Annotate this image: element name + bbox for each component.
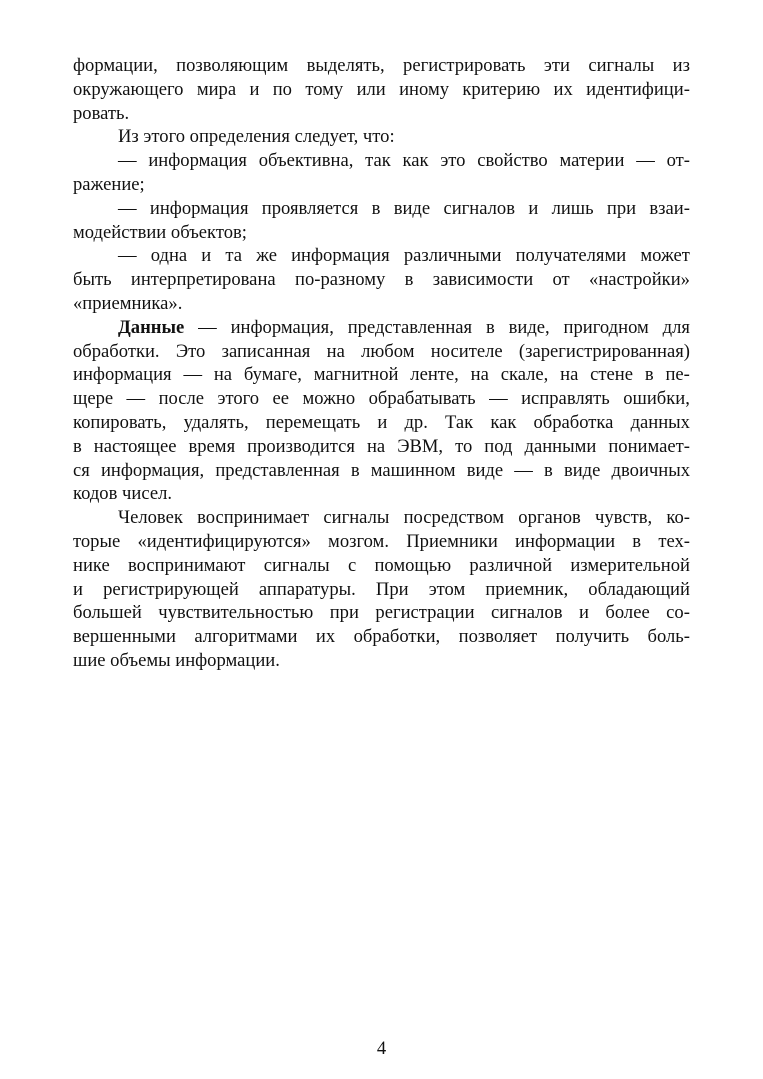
word: большей: [73, 602, 142, 624]
word: эти: [543, 55, 570, 76]
line-text: кодов чисел.: [73, 483, 172, 505]
word: нике: [73, 554, 110, 576]
word: можно: [302, 388, 356, 410]
word: производится: [247, 435, 355, 457]
word: позволяющим: [176, 55, 289, 76]
text-line: [73, 125, 690, 149]
word: может: [640, 245, 690, 267]
text-line: [73, 387, 690, 411]
text-line: [73, 268, 690, 292]
word: взаи-: [649, 197, 690, 219]
word: аппаратуры.: [258, 578, 356, 600]
word: позволяет: [458, 626, 538, 648]
word: двоичных: [611, 459, 690, 481]
word: из: [672, 55, 690, 76]
word: зависимости: [432, 269, 534, 291]
word: в: [404, 269, 414, 291]
word: боль-: [647, 626, 690, 648]
word: в: [644, 364, 654, 386]
word: информация: [149, 197, 249, 219]
line-text: ражение;: [73, 173, 145, 195]
word: ко-: [666, 507, 690, 529]
word: виде: [393, 197, 431, 219]
word: сигналы: [323, 507, 390, 529]
text-line: [73, 649, 690, 673]
word: настоящее: [93, 435, 177, 457]
word: на: [470, 364, 489, 386]
word: (зарегистрированная): [518, 340, 690, 362]
word: их: [553, 78, 573, 100]
word: воспринимает: [197, 507, 310, 529]
word: и: [579, 602, 589, 624]
word: Это: [175, 340, 206, 362]
word: мозгом.: [328, 530, 389, 552]
word: ся: [73, 459, 90, 481]
text-line: [73, 244, 690, 268]
word: информация: [148, 150, 247, 172]
word: —: [126, 388, 146, 410]
word: воспринимают: [128, 554, 246, 576]
word: представленная: [347, 316, 473, 338]
word: так: [365, 150, 391, 172]
word: виде: [466, 459, 504, 481]
word: исправлять: [521, 388, 610, 410]
word: понимает-: [608, 435, 690, 457]
word: Приемники: [406, 530, 498, 552]
word: —: [198, 316, 217, 338]
word: их: [315, 626, 336, 648]
word: ленте,: [410, 364, 459, 386]
line-text: шие объемы информации.: [73, 649, 280, 671]
word: и: [528, 197, 539, 219]
word: —: [489, 388, 508, 410]
word: получателями: [515, 245, 627, 267]
text-line: [73, 173, 690, 197]
text-line: [73, 435, 690, 459]
word: различной: [469, 554, 553, 576]
line-text: модействии объектов;: [73, 221, 247, 243]
word: —: [514, 459, 533, 481]
word: регистрировать: [403, 55, 526, 76]
word: стене: [590, 364, 634, 386]
word: бумаге,: [243, 364, 302, 386]
word: иному: [399, 78, 450, 100]
word: получить: [555, 626, 630, 648]
word: на: [560, 364, 579, 386]
word: ее: [272, 388, 290, 410]
text-line: [73, 530, 690, 554]
word: для: [662, 316, 690, 338]
word: после: [158, 388, 205, 410]
text-line: [73, 149, 690, 173]
word: алгоритмами: [194, 626, 298, 648]
word: обработки,: [353, 626, 441, 648]
word: —: [118, 197, 137, 219]
word: в: [73, 435, 82, 457]
word: посредством: [403, 507, 505, 529]
word: пригодном: [563, 316, 649, 338]
word: измерительной: [570, 554, 690, 576]
word: регистрации: [375, 602, 475, 624]
word: чувствительностью: [158, 602, 314, 624]
word: этого: [217, 388, 260, 410]
word: щере: [73, 388, 114, 410]
page-number: 4: [376, 1038, 387, 1059]
word: чувств,: [595, 507, 653, 529]
word: этом: [428, 578, 466, 600]
word: обработка: [533, 411, 614, 433]
word: время: [188, 435, 236, 457]
word: торые: [73, 530, 121, 552]
line-text: ровать.: [73, 102, 130, 124]
word: помощью: [374, 554, 452, 576]
word: пе-: [665, 364, 690, 386]
word: Так: [445, 411, 474, 433]
text-line: [73, 340, 690, 364]
line-text: Из этого определения следует, что:: [118, 126, 395, 148]
word: формации,: [73, 55, 158, 76]
word: записанная: [221, 340, 311, 362]
word: и: [73, 578, 83, 600]
page-body: [73, 54, 690, 673]
word: интерпретирована: [130, 269, 276, 291]
word: на: [366, 435, 386, 457]
word: информации: [515, 530, 616, 552]
word: под: [484, 435, 513, 457]
word: и: [377, 411, 388, 433]
word: на: [213, 364, 233, 386]
word: проявляется: [261, 197, 359, 219]
word: или: [356, 78, 386, 100]
word: При: [375, 578, 409, 600]
word: информация: [291, 245, 390, 267]
word: органов: [518, 507, 581, 529]
word: свойство: [477, 150, 548, 172]
word: сигналов: [490, 602, 563, 624]
word: и: [249, 78, 260, 100]
word: от-: [666, 150, 690, 172]
word: вершенными: [73, 626, 176, 648]
word: различными: [403, 245, 502, 267]
word: выделять,: [306, 55, 385, 76]
word: в: [485, 316, 495, 338]
word: скале,: [500, 364, 549, 386]
word: при: [329, 602, 359, 624]
word: как: [490, 411, 517, 433]
word: сигналы: [263, 554, 330, 576]
text-line: [73, 363, 690, 387]
word: ЭВМ,: [397, 435, 444, 457]
word: регистрирующей: [103, 578, 239, 600]
word: в: [632, 530, 642, 552]
word: идентифици-: [586, 78, 690, 100]
word: лишь: [551, 197, 594, 219]
word: одна: [150, 245, 188, 267]
word: обрабатывать: [368, 388, 476, 410]
word: с: [347, 554, 357, 576]
word: по-разному: [295, 269, 386, 291]
word: —: [118, 150, 137, 172]
text-line: [73, 625, 690, 649]
text-line: [73, 411, 690, 435]
word: —: [183, 364, 203, 386]
text-line: [73, 578, 690, 602]
word: перемещать: [265, 411, 361, 433]
word: сигналов: [443, 197, 516, 219]
word: информация,: [230, 316, 334, 338]
word: обработки.: [73, 340, 160, 362]
word: Человек: [118, 507, 183, 529]
text-line: [73, 482, 690, 506]
word: машинном: [370, 459, 456, 481]
word: и: [201, 245, 212, 267]
word: —: [118, 245, 137, 267]
text-line: [73, 506, 690, 530]
word: ошибки,: [623, 388, 690, 410]
word: носителе: [430, 340, 503, 362]
word: мира: [196, 78, 237, 100]
word: информация,: [100, 459, 205, 481]
word: тому: [305, 78, 344, 100]
word: более: [605, 602, 650, 624]
word: та: [225, 245, 242, 267]
word: при: [606, 197, 637, 219]
word: быть: [73, 269, 112, 291]
word: по: [272, 78, 292, 100]
word: представленная: [215, 459, 340, 481]
text-line: [73, 102, 690, 126]
text-line: [73, 292, 690, 316]
word: виде,: [508, 316, 550, 338]
word: же: [256, 245, 277, 267]
word: в: [544, 459, 553, 481]
line-text: «приемника».: [73, 292, 183, 314]
word: «идентифицируются»: [137, 530, 311, 552]
text-line: [73, 316, 690, 340]
word: материи: [559, 150, 625, 172]
word: виде: [563, 459, 601, 481]
word: магнитной: [313, 364, 399, 386]
word: объективна,: [258, 150, 354, 172]
word: на: [326, 340, 345, 362]
word: тех-: [658, 530, 690, 552]
word: то: [455, 435, 473, 457]
word: копировать,: [73, 411, 167, 433]
word: как: [402, 150, 429, 172]
word: в: [371, 197, 381, 219]
term-bold: Данные: [118, 316, 185, 338]
word: критерию: [462, 78, 541, 100]
word: сигналы: [588, 55, 655, 76]
word: приемник,: [485, 578, 569, 600]
text-line: [73, 197, 690, 221]
word: это: [440, 150, 466, 172]
word: окружающего: [73, 78, 184, 100]
text-line: [73, 78, 690, 102]
word: удалять,: [183, 411, 249, 433]
word: данных: [630, 411, 690, 433]
text-line: [73, 554, 690, 578]
text-line: [73, 601, 690, 625]
word: любом: [361, 340, 415, 362]
text-line: [73, 459, 690, 483]
word: —: [636, 150, 655, 172]
text-line: [73, 54, 690, 78]
word: «настройки»: [589, 269, 690, 291]
word: информация: [73, 364, 172, 386]
word: со-: [666, 602, 690, 624]
word: данными: [524, 435, 597, 457]
word: др.: [404, 411, 428, 433]
text-line: [73, 221, 690, 245]
word: обладающий: [588, 578, 690, 600]
word: от: [552, 269, 570, 291]
word: в: [350, 459, 360, 481]
